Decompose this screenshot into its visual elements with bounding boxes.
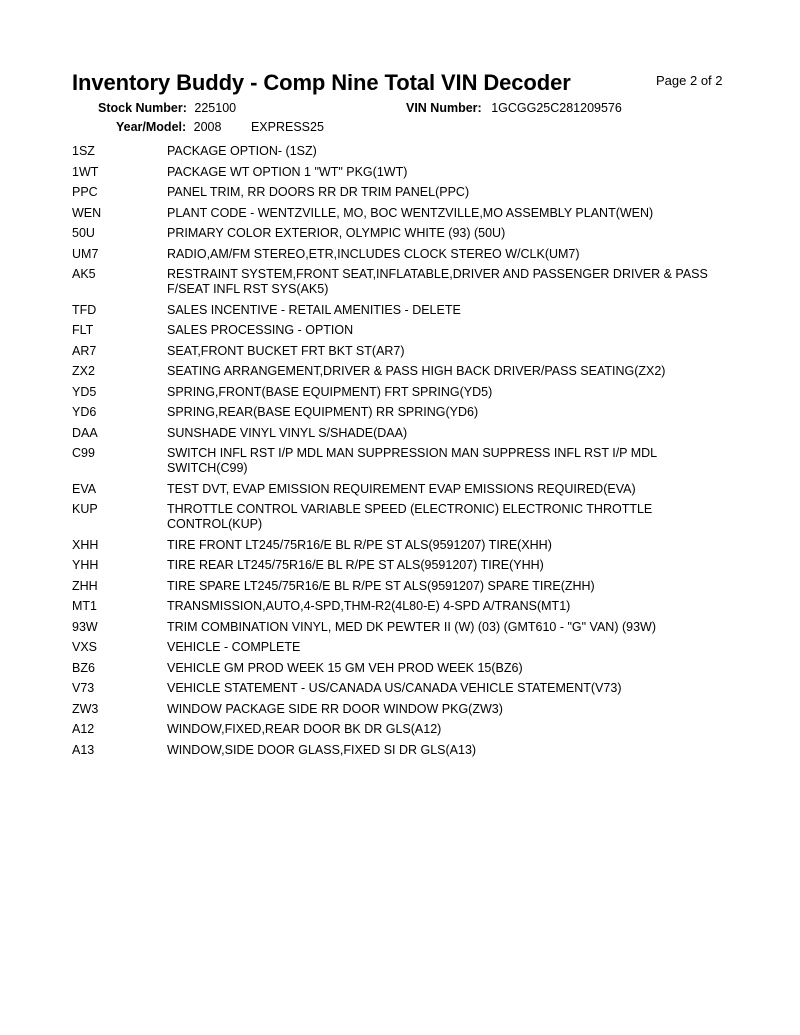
option-description: VEHICLE - COMPLETE xyxy=(167,640,301,654)
option-description: PRIMARY COLOR EXTERIOR, OLYMPIC WHITE (93) (50U) xyxy=(167,226,506,240)
option-description: TIRE SPARE LT245/75R16/E BL R/PE ST ALS(9591207) SPARE TIRE(ZHH) xyxy=(167,578,595,593)
option-code: A13 xyxy=(72,742,95,757)
option-row xyxy=(72,165,712,180)
option-description: SEATING ARRANGEMENT,DRIVER & PASS HIGH BACK DRIVER/PASS SEATING(ZX2) xyxy=(167,364,666,378)
option-description: RESTRAINT SYSTEM,FRONT SEAT,INFLATABLE,DRIVER AND PASSENGER DRIVER & PASS F/SEAT INFL RST SYS(AK5) xyxy=(167,267,708,296)
year-model-label: Year/Model: xyxy=(116,120,187,134)
option-code: TFD xyxy=(72,302,97,317)
year-value: 2008 xyxy=(193,120,222,134)
option-code: A12 xyxy=(72,722,95,736)
option-row xyxy=(72,661,712,676)
option-description: PLANT CODE - WENTZVILLE, MO, BOC WENTZVILLE,MO ASSEMBLY PLANT(WEN) xyxy=(167,205,654,220)
option-row xyxy=(72,681,712,696)
option-code: ZX2 xyxy=(72,364,95,378)
option-row xyxy=(72,344,712,359)
option-code: YHH xyxy=(72,558,99,572)
option-description: TEST DVT, EVAP EMISSION REQUIREMENT EVAP EMISSIONS REQUIRED(EVA) xyxy=(167,481,636,496)
option-description: WINDOW,SIDE DOOR GLASS,FIXED SI DR GLS(A13) xyxy=(167,742,477,757)
option-row xyxy=(72,502,712,532)
option-row xyxy=(72,226,712,241)
option-row xyxy=(72,267,712,297)
option-description: TIRE REAR LT245/75R16/E BL R/PE ST ALS(9591207) TIRE(YHH) xyxy=(167,558,544,572)
option-code: V73 xyxy=(72,681,95,695)
option-code: 93W xyxy=(72,619,98,634)
option-description: WINDOW PACKAGE SIDE RR DOOR WINDOW PKG(ZW3) xyxy=(167,701,503,716)
option-description: PANEL TRIM, RR DOORS RR DR TRIM PANEL(PPC) xyxy=(167,185,470,199)
option-code: WEN xyxy=(72,205,102,220)
option-row xyxy=(72,702,712,717)
option-description: THROTTLE CONTROL VARIABLE SPEED (ELECTRONIC) ELECTRONIC THROTTLE CONTROL(KUP) xyxy=(167,502,653,531)
option-row xyxy=(72,206,712,221)
option-description: PACKAGE OPTION- (1SZ) xyxy=(167,144,317,158)
option-code: UM7 xyxy=(72,246,99,261)
option-code: 50U xyxy=(72,226,95,240)
option-code: MT1 xyxy=(72,599,97,613)
report-title: Inventory Buddy - Comp Nine Total VIN Decoder xyxy=(72,70,571,95)
option-row xyxy=(72,426,712,441)
year-model-line xyxy=(116,120,324,134)
option-description: SWITCH INFL RST I/P MDL MAN SUPPRESSION MAN SUPPRESS INFL RST I/P MDL SWITCH(C99) xyxy=(167,446,657,475)
option-row xyxy=(72,323,712,338)
option-code: ZW3 xyxy=(72,701,99,716)
option-description: WINDOW,FIXED,REAR DOOR BK DR GLS(A12) xyxy=(167,722,442,736)
option-code: XHH xyxy=(72,537,99,552)
option-row xyxy=(72,558,712,573)
option-code: PPC xyxy=(72,185,98,199)
option-row xyxy=(72,579,712,594)
option-description: VEHICLE STATEMENT - US/CANADA US/CANADA VEHICLE STATEMENT(V73) xyxy=(167,681,622,695)
option-code-list xyxy=(72,144,712,763)
option-row xyxy=(72,247,712,262)
option-code: AK5 xyxy=(72,267,96,281)
option-row xyxy=(72,620,712,635)
option-code: C99 xyxy=(72,446,95,460)
option-description: TIRE FRONT LT245/75R16/E BL R/PE ST ALS(9591207) TIRE(XHH) xyxy=(167,537,552,552)
page-number: Page 2 of 2 xyxy=(656,73,723,88)
option-row xyxy=(72,482,712,497)
option-description: SUNSHADE VINYL VINYL S/SHADE(DAA) xyxy=(167,425,408,440)
option-row xyxy=(72,144,712,159)
option-row xyxy=(72,364,712,379)
option-code: 1WT xyxy=(72,164,99,179)
option-description: SEAT,FRONT BUCKET FRT BKT ST(AR7) xyxy=(167,343,405,358)
option-code: FLT xyxy=(72,323,94,337)
option-description: SPRING,REAR(BASE EQUIPMENT) RR SPRING(YD6) xyxy=(167,405,479,419)
option-code: EVA xyxy=(72,481,97,496)
option-row xyxy=(72,743,712,758)
option-code: VXS xyxy=(72,640,98,654)
option-row xyxy=(72,405,712,420)
option-code: YD5 xyxy=(72,384,97,399)
option-row xyxy=(72,185,712,200)
option-code: DAA xyxy=(72,425,98,440)
option-row xyxy=(72,385,712,400)
vin-number-value: 1GCGG25C281209576 xyxy=(491,101,622,115)
option-description: TRANSMISSION,AUTO,4-SPD,THM-R2(4L80-E) 4-SPD A/TRANS(MT1) xyxy=(167,599,571,613)
option-description: VEHICLE GM PROD WEEK 15 GM VEH PROD WEEK 15(BZ6) xyxy=(167,660,523,675)
stock-number-line xyxy=(98,101,236,115)
option-code: KUP xyxy=(72,502,98,516)
option-row xyxy=(72,446,712,476)
vin-number-line xyxy=(406,101,622,115)
option-description: PACKAGE WT OPTION 1 "WT" PKG(1WT) xyxy=(167,164,408,179)
option-code: ZHH xyxy=(72,578,98,593)
option-row xyxy=(72,640,712,655)
model-value: EXPRESS25 xyxy=(250,120,324,134)
option-row xyxy=(72,538,712,553)
option-code: BZ6 xyxy=(72,660,95,675)
option-description: SPRING,FRONT(BASE EQUIPMENT) FRT SPRING(YD5) xyxy=(167,384,493,399)
stock-number-label: Stock Number: xyxy=(98,101,187,115)
option-row xyxy=(72,722,712,737)
vin-number-label: VIN Number: xyxy=(406,101,482,115)
option-code: AR7 xyxy=(72,343,97,358)
option-code: 1SZ xyxy=(72,144,95,158)
stock-number-value: 225100 xyxy=(194,101,237,115)
option-description: RADIO,AM/FM STEREO,ETR,INCLUDES CLOCK STEREO W/CLK(UM7) xyxy=(167,246,580,261)
option-description: SALES PROCESSING - OPTION xyxy=(167,323,354,337)
option-row xyxy=(72,599,712,614)
option-description: SALES INCENTIVE - RETAIL AMENITIES - DELETE xyxy=(167,302,461,317)
option-description: TRIM COMBINATION VINYL, MED DK PEWTER II (W) (03) (GMT610 - "G" VAN) (93W) xyxy=(167,619,656,634)
option-row xyxy=(72,303,712,318)
option-code: YD6 xyxy=(72,405,97,419)
